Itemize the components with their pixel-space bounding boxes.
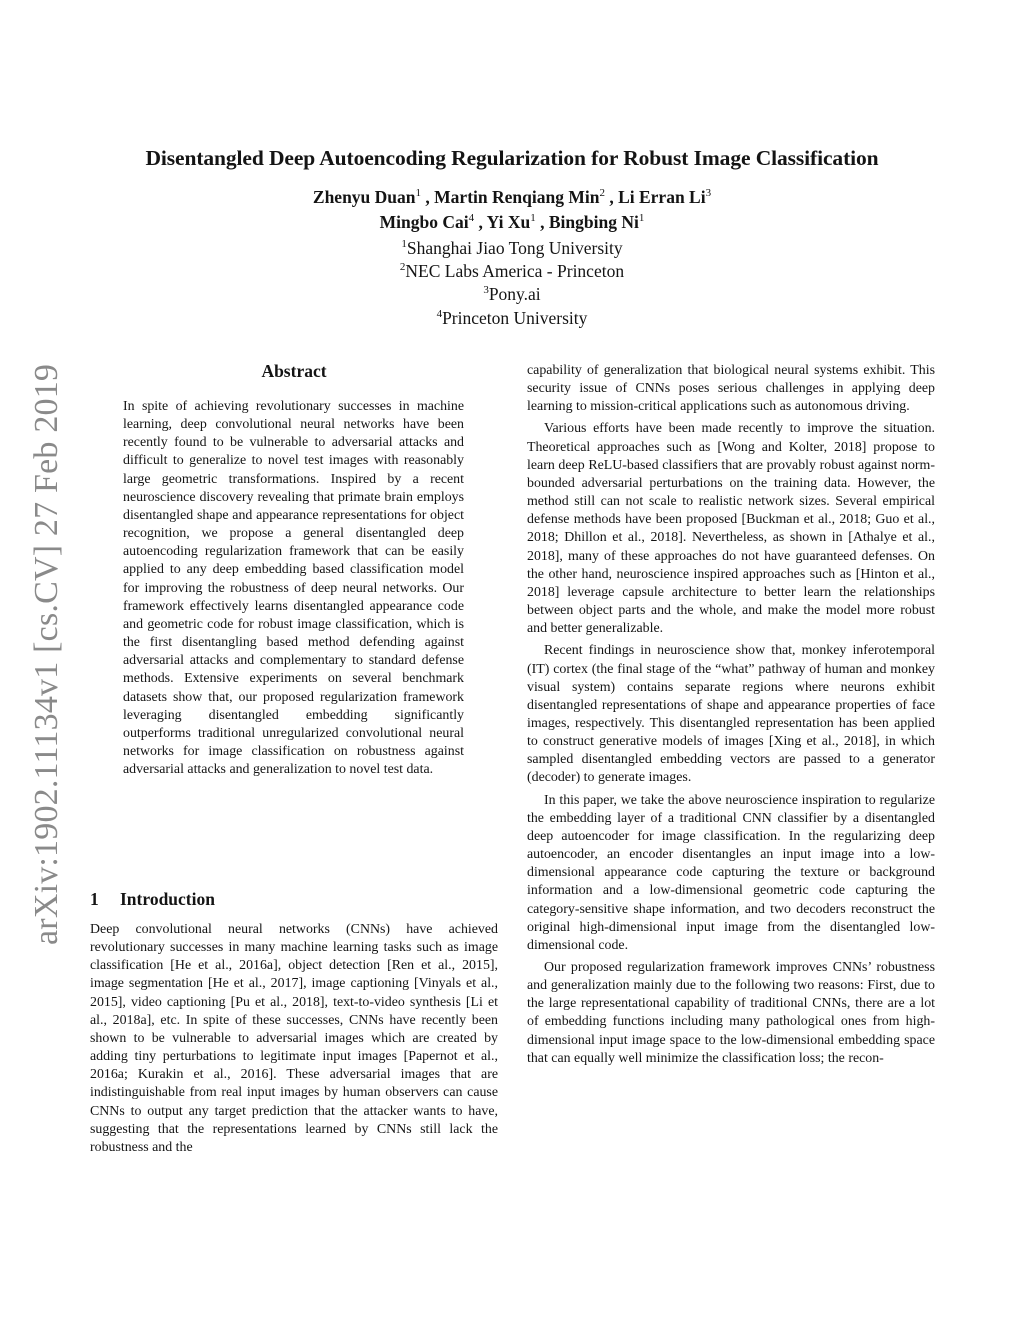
affiliation-sup: 1 [401, 238, 407, 251]
section-title: Introduction [120, 889, 215, 909]
affiliation [0, 308, 1024, 329]
author-name: Zhenyu Duan [312, 187, 416, 207]
paper-title: Disentangled Deep Autoencoding Regularization for Robust Image Classification [145, 146, 879, 170]
paragraph: Deep convolutional neural networks (CNNs) have achieved revolutionary successes in many machine learning tasks such as image classification [He et al., 2016a], object detection [Ren et al., 2015], image segmentation [He et al., 2017], image captioning [Vinyals et al., 2015], video captioning [Pu et al., 2018], text-to-video synthesis [Li et al., 2018a], etc. In spite of these successes, CNNs have recently been shown to be vulnerable to adversarial images which are created by adding tiny perturbations to legitimate input images [Papernot et al., 2016a; Kurakin et al., 2016]. These adversarial images that are indistinguishable from real input images by human observers can cause CNNs to output any target prediction that the attacker wants to have, suggesting that the representations learned by CNNs still lack the robustness and the [90, 922, 498, 1155]
affiliation-sup: 4 [436, 308, 443, 321]
abstract-heading: Abstract [261, 361, 327, 381]
paragraph: In this paper, we take the above neuroscience inspiration to regularize the embedding layer of a traditional CNN classifier by a disentangled deep autoencoder for image classification. In the regularizing deep autoencoder, an encoder disentangles an input image into a low-dimensional appearance code capturing the texture or background information and a low-dimensional geometric code capturing the category-sensitive shape information, and two decoders reconstruct the original high-dimensional input image from the disentangled low-dimensional code. [527, 792, 935, 953]
affiliation-name: Princeton University [442, 308, 588, 328]
affiliation-name: Pony.ai [488, 284, 541, 304]
affiliation-name: NEC Labs America - Princeton [405, 261, 625, 281]
section-heading [90, 889, 215, 910]
section-number: 1 [90, 889, 99, 909]
author-name: Martin Renqiang Min [434, 187, 600, 207]
author-sup: 3 [705, 187, 712, 200]
affiliation-sup: 2 [399, 261, 406, 274]
paragraph: Recent findings in neuroscience show that, monkey inferotemporal (IT) cortex (the final stage of the “what” pathway of human and monkey visual system) contains separate regions where neurons exhibit disentangled representations of shape and appearance properties of face images, respectively. This disentangled representation has been applied to construct generative models of images [Xing et al., 2018], in which sampled disentangled embedding vectors are passed to a generator (decoder) to generate images. [527, 643, 935, 786]
affiliation [0, 238, 1024, 259]
paragraph: capability of generalization that biological neural systems exhibit. This security issue of CNNs poses serious challenges in applying deep learning to mission-critical applications such as autonomous driving. [527, 363, 935, 415]
left-column [90, 921, 498, 1157]
affiliation [0, 284, 1024, 305]
arxiv-identifier: arXiv:1902.11134v1 [cs.CV] 27 Feb 2019 [28, 363, 65, 945]
affiliation [0, 261, 1024, 282]
author-sup: 2 [599, 187, 605, 200]
author-sup: 4 [468, 212, 475, 225]
author-name: Yi Xu [486, 212, 531, 232]
abstract-body: In spite of achieving revolutionary successes in machine learning, deep convolutional neural networks have been recently found to be vulnerable to adversarial attacks and difficult to generalize to novel test images with reasonably large geometric transformations. Inspired by a recent neuroscience discovery revealing that primate brain employs disentangled shape and appearance representations for object recognition, we propose a general disentangled deep autoencoding regularization framework that can be easily applied to any deep embedding based classification model for improving the robustness of deep neural networks. Our framework effectively learns disentangled appearance code and geometric code for robust image classification, which is the first disentangling based method defending against adversarial attacks and complementary to standard defense methods. Extensive experiments on several benchmark datasets show that, our proposed regularization framework leveraging disentangled embedding significantly outperforms traditional unregularized convolutional neural networks for image classification on robustness against adversarial attacks and generalization to novel test data. [123, 399, 464, 778]
affiliation-sup: 3 [483, 284, 489, 297]
author-sup: 1 [638, 212, 645, 225]
author-line-1: Zhenyu Duan$^1$ , Martin Renqiang Min$^2$ , Li Erran Li$^3$ [312, 187, 712, 207]
author-sup: 1 [415, 187, 422, 200]
paragraph: Various efforts have been made recently to improve the situation. Theoretical approaches such as [Wong and Kolter, 2018] propose to learn deep ReLU-based classifiers that are provably robust against norm-bounded adversarial perturbations on the training data. However, the method still can not scale to realistic network sizes. Several empirical defense methods have been proposed [Buckman et al., 2018; Guo et al., 2018; Dhillon et al., 2018]. Nevertheless, as shown in [Athalye et al., 2018], many of these approaches do not have guaranteed defenses. On the other hand, neuroscience inspired approaches such as [Hinton et al., 2018] leverage capsule architecture to better learn the relationships between object parts and the whole, and make the model more robust and better generalizable. [527, 421, 935, 637]
author-sup: 1 [530, 212, 536, 225]
right-column [527, 362, 935, 1068]
author-name: Li Erran Li [618, 187, 706, 207]
author-name: Bingbing Ni [548, 212, 639, 232]
affiliation-name: Shanghai Jiao Tong University [406, 238, 623, 258]
author-name: Mingbo Cai [379, 212, 469, 232]
paragraph: Our proposed regularization framework improves CNNs’ robustness and generalization mainly due to the following two reasons: First, due to the large representational capability of traditional CNNs, there are a lot of embedding functions including many pathological ones from high-dimensional input image space to the low-dimensional embedding space that can equally well minimize the classification loss; the recon- [527, 960, 935, 1066]
author-line-2: Mingbo Cai$^4$ , Yi Xu$^1$ , Bingbing Ni$^1$ [379, 212, 645, 232]
